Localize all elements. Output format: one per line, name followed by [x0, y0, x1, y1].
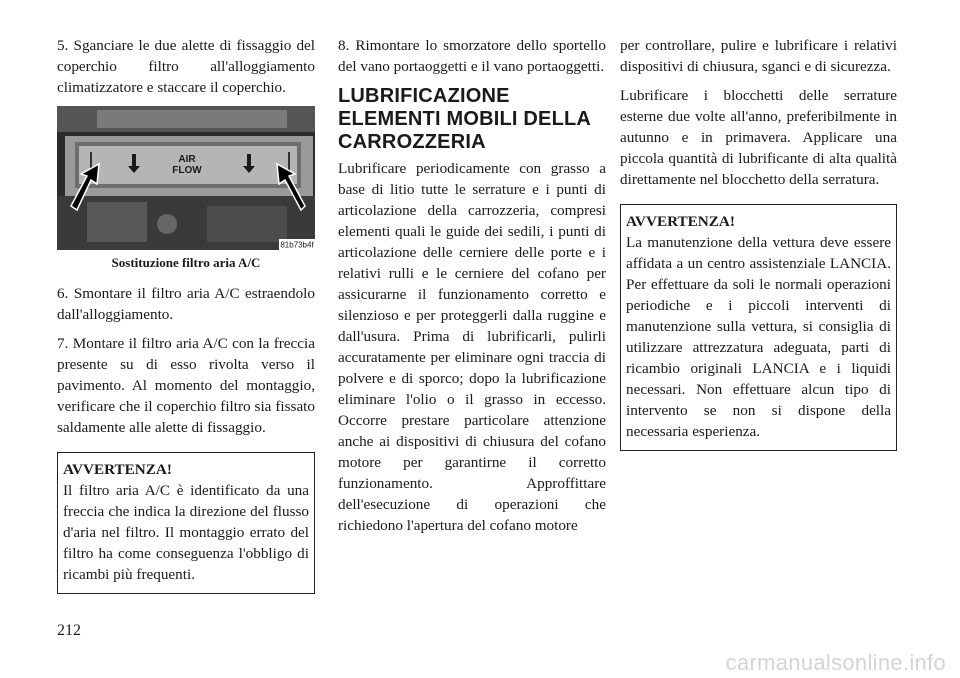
step-6-text: 6. Smontare il filtro aria A/C estraendolo dall'alloggiamento. — [57, 285, 315, 323]
filter-replacement-figure — [57, 106, 315, 250]
lubrication-body-text: Lubrificare periodicamente con grasso a base di litio tutte le serrature e i punti di articolazione della carrozzeria, compresi elementi quali le guide dei sedili, i punti di articolazione delle cerniere delle porte e i relativi rulli e le cerniere del cofano per assicurarne il funzionamento corretto e silenzioso e per proteggerli dalla ruggine e dall'usura. Prima di lubrificarli, pulirli accuratamente per eliminare ogni traccia di polvere e di sporco; dopo la lubrificazione eliminare l'olio o il grasso in eccesso. Occorre prestare particolare attenzione anche ai dispositivi di chiusura del cofano motore per garantirne il corretto funzionamento. Approffittare dell'esecuzione di operazioni che richiedono l'apertura del cofano motore — [338, 160, 606, 534]
warning-box-maintenance — [620, 204, 897, 451]
column-right — [620, 35, 897, 451]
lock-lubrication-text: Lubrificare i blocchetti delle serrature esterne due volte all'anno, preferibilmente in autunno e in primavera. Applicare una piccola quantità di lubrificante di alta qualità direttamente nel blocchetto della serratura. — [620, 87, 897, 188]
column-middle — [338, 35, 606, 544]
air-label: AIR — [178, 154, 196, 165]
section-heading: LUBRIFICAZIONE ELEMENTI MOBILI DELLA CARROZZERIA — [338, 85, 591, 153]
step-7-text: 7. Montare il filtro aria A/C con la freccia presente su di esso rivolta verso il pavimento. Al momento del montaggio, verificare che il coperchio filtro sia fissato saldamente alle alette di fissaggio. — [57, 335, 315, 436]
figure-caption: Sostituzione filtro aria A/C — [111, 255, 261, 270]
warning-body: La manutenzione della vettura deve essere affidata a un centro assistenziale LANCIA. Per effettuare da soli le normali operazioni periodiche e i piccoli interventi di manutenzione sulla vettura, si consiglia di utilizzare attrezzatura adeguata, parti di ricambio originali LANCIA e i liquidi necessari. Non effettuare alcun tipo di intervento se non si dispone della necessaria esperienza. — [626, 234, 891, 440]
warning-title: AVVERTENZA! — [626, 213, 735, 230]
column-left — [57, 35, 315, 594]
warning-body: Il filtro aria A/C è identificato da una freccia che indica la direzione del flusso d'aria nel filtro. Il montaggio errato del filtro ha come conseguenza l'obbligo di ricambi più frequenti. — [63, 482, 309, 583]
continued-body-text: per controllare, pulire e lubrificare i relativi dispositivi di chiusura, sganci e di sicurezza. — [620, 37, 897, 75]
figure-code: 81b73b4f — [280, 240, 314, 250]
step-5-text: 5. Sganciare le due alette di fissaggio del coperchio filtro all'alloggiamento climatizzatore e staccare il coperchio. — [57, 37, 315, 96]
warning-title: AVVERTENZA! — [63, 461, 172, 478]
filter-housing-illustration — [57, 106, 315, 250]
page-number: 212 — [57, 622, 81, 639]
flow-label: FLOW — [172, 165, 202, 176]
step-8-text: 8. Rimontare lo smorzatore dello sportello del vano portaoggetti e il vano portaoggetti. — [338, 37, 606, 75]
warning-box-filter — [57, 452, 315, 594]
watermark: carmanualsonline.info — [725, 650, 946, 675]
